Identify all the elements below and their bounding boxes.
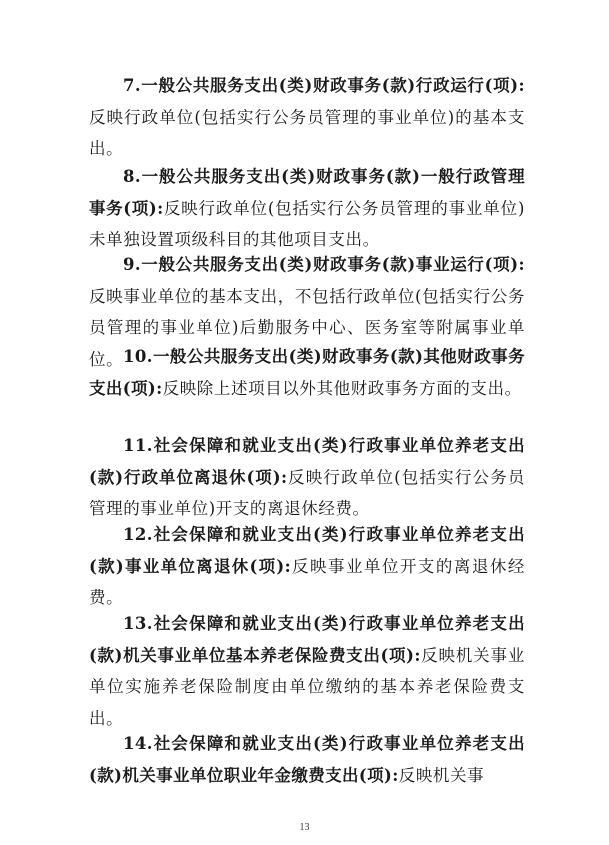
item-10 (89, 341, 525, 404)
item-12 (89, 519, 525, 614)
item-7-description: 反映行政单位(包括实行公务员管理的事业单位)的基本支出。 (89, 107, 525, 158)
item-11-heading: 11.社会保障和就业支出(类)行政事业单位养老支出(款)行政单位离退休(项): (89, 436, 525, 487)
item-11 (89, 430, 525, 525)
item-12-heading: 12.社会保障和就业支出(类)行政事业单位养老支出(款)事业单位离退休(项): (89, 525, 525, 576)
item-8-heading: 8.一般公共服务支出(类)财政事务(款)一般行政管理事务(项): (89, 167, 525, 218)
item-12-description: 反映事业单位开支的离退休经费。 (89, 556, 525, 607)
item-11-description: 反映行政单位(包括实行公务员管理的事业单位)开支的离退休经费。 (89, 467, 525, 518)
item-14-heading: 14.社会保障和就业支出(类)行政事业单位养老支出(款)机关事业单位职业年金缴费支出(项): (89, 734, 525, 785)
item-13-heading: 13.社会保障和就业支出(类)行政事业单位养老支出(款)机关事业单位基本养老保险费支出(项): (89, 614, 525, 665)
item-9-heading: 9.一般公共服务支出(类)财政事务(款)事业运行(项): (123, 255, 525, 274)
item-10-heading: 10.一般公共服务支出(类)财政事务(款)其他财政事务支出(项): (89, 347, 525, 398)
item-10-description: 反映除上述项目以外其他财政事务方面的支出。 (162, 378, 522, 398)
item-8-description: 反映行政单位(包括实行公务员管理的事业单位)未单独设置项级科目的其他项目支出。 (89, 198, 525, 249)
item-14 (89, 728, 525, 791)
page-number: 13 (299, 822, 310, 833)
item-13 (89, 608, 525, 734)
item-13-description: 反映机关事业单位实施养老保险制度由单位缴纳的基本养老保险费支出。 (89, 645, 525, 728)
item-9-description: 反映事业单位的基本支出，不包括行政单位(包括实行公务员管理的事业单位)后勤服务中心、医务室等附属事业单位。 (89, 286, 525, 369)
item-7-heading: 7.一般公共服务支出(类)财政事务(款)行政运行(项): (123, 76, 525, 95)
item-8 (89, 161, 525, 256)
item-7 (89, 70, 525, 165)
item-14-description: 反映机关事 (398, 765, 485, 785)
